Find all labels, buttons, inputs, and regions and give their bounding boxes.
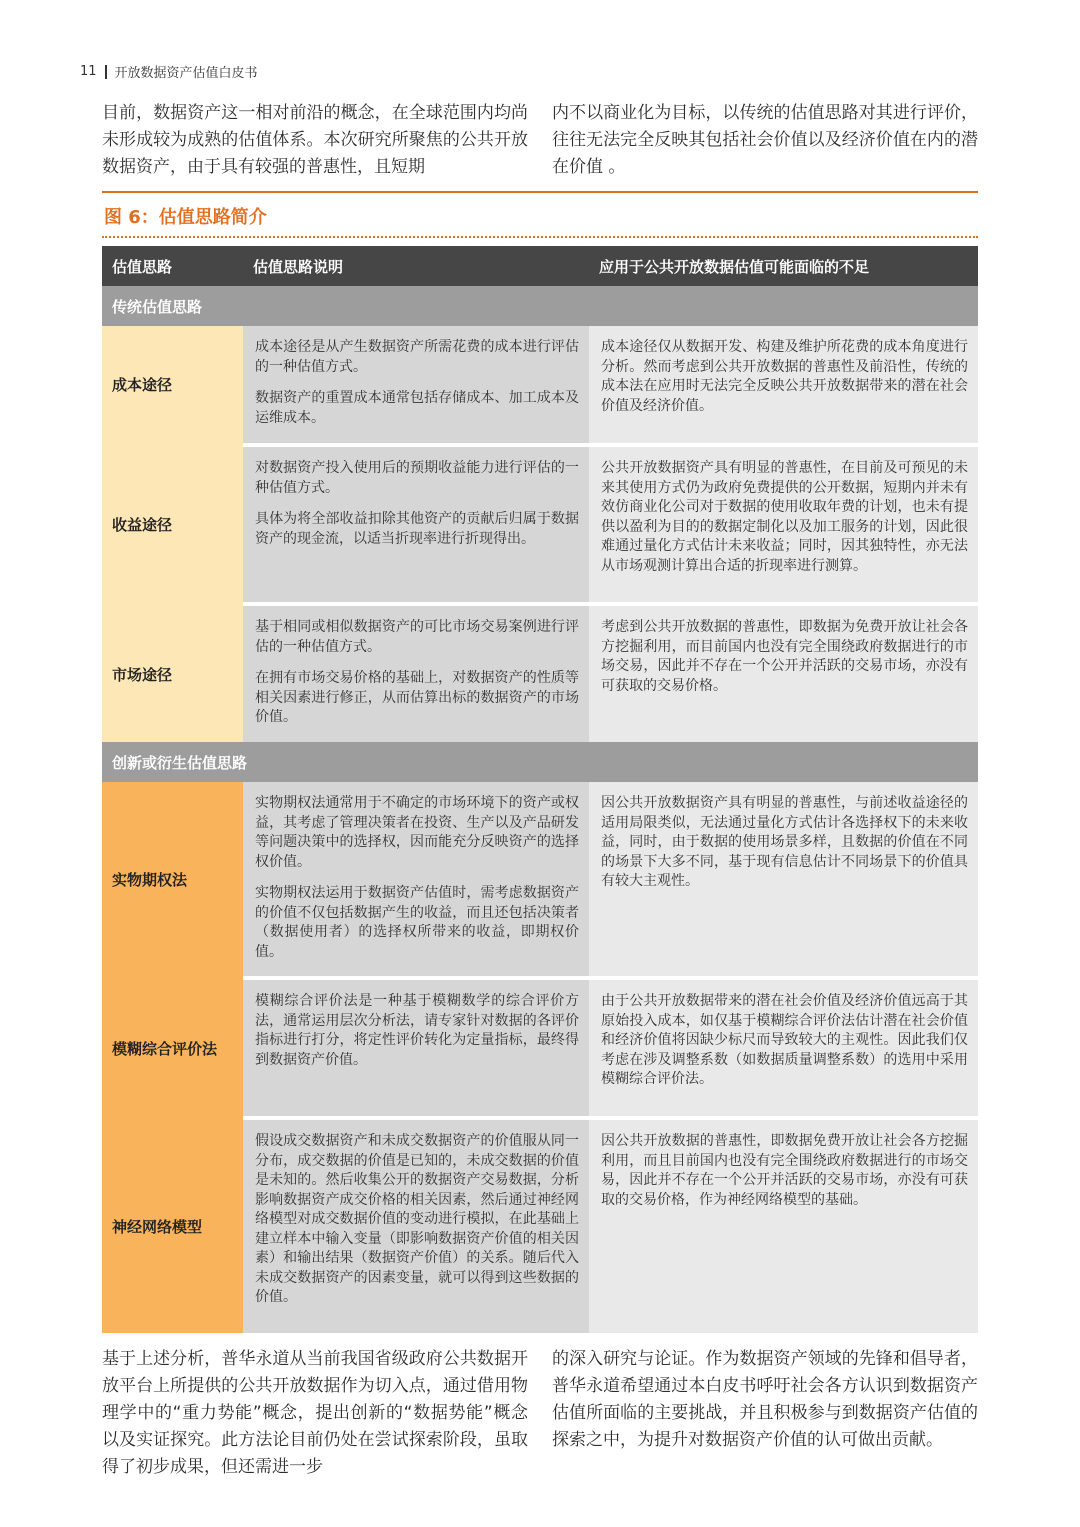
- table-header-row: [102, 246, 978, 286]
- approach-name: 收益途径: [102, 447, 243, 602]
- description-paragraph: 模糊综合评价法是一种基于模糊数学的综合评价方法，通常运用层次分析法，请专家针对数据的各评价指标进行打分，将定性评价转化为定量指标，最终得到数据资产价值。: [255, 993, 579, 1068]
- valuation-table: [102, 246, 978, 1333]
- limitation-text: 由于公共开放数据带来的潜在社会价值及经济价值远高于其原始投入成本，如仅基于模糊综合评价法估计潜在社会价值和经济价值将因缺少标尺而导致较大的主观性。因此我们仅考虑在涉及调整系数（如数据质量调整系数）的选用中采用模糊综合评价法。: [601, 993, 968, 1087]
- approach-limitation: [589, 1120, 978, 1333]
- approach-limitation: [589, 606, 978, 742]
- approach-name: 成本途径: [102, 326, 243, 443]
- intro-left-paragraph: 目前，数据资产这一相对前沿的概念，在全球范围内均尚未形成较为成熟的估值体系。本次研究所聚焦的公共开放数据资产，由于具有较强的普惠性，且短期: [102, 103, 528, 177]
- approach-name: 实物期权法: [102, 782, 243, 976]
- figure-title: 图 6：估值思路简介: [104, 207, 267, 228]
- description-paragraph: 在拥有市场交易价格的基础上，对数据资产的性质等相关因素进行修正，从而估算出标的数据资产的市场价值。: [255, 670, 579, 725]
- approach-description: [243, 980, 589, 1116]
- table-row: [102, 782, 978, 976]
- section-traditional-rows: [102, 326, 978, 742]
- limitation-text: 因公共开放数据的普惠性，即数据免费开放让社会各方挖掘利用，而且目前国内也没有完全围绕政府数据进行的市场交易，因此并不存在一个公开并活跃的交易市场，亦没有可获取的交易价格，作为神经网络模型的基础。: [601, 1133, 968, 1208]
- approach-limitation: [589, 782, 978, 976]
- limitation-text: 考虑到公共开放数据的普惠性，即数据为免费开放让社会各方挖掘利用，而目前国内也没有完全围绕政府数据进行的市场交易，因此并不存在一个公开并活跃的交易市场，亦没有可获取的交易价格。: [601, 619, 968, 694]
- document-title: 开放数据资产估值白皮书: [114, 66, 258, 81]
- approach-limitation: [589, 980, 978, 1116]
- table-row: [102, 326, 978, 443]
- approach-name: 市场途径: [102, 606, 243, 742]
- intro-right-paragraph: 内不以商业化为目标，以传统的估值思路对其进行评价，往往无法完全反映其包括社会价值以及经济价值在内的潜在价值 。: [552, 103, 978, 177]
- approach-description: [243, 1120, 589, 1333]
- approach-description: [243, 782, 589, 976]
- limitation-text: 成本途径仅从数据开发、构建及维护所花费的成本角度进行分析。然而考虑到公共开放数据的普惠性及前沿性，传统的成本法在应用时无法完全反映公共开放数据带来的潜在社会价值及经济价值。: [601, 339, 968, 414]
- description-paragraph: 具体为将全部收益扣除其他资产的贡献后归属于数据资产的现金流，以适当折现率进行折现得出。: [255, 511, 579, 547]
- section-innovative-rows: [102, 782, 978, 1333]
- table-row: [102, 447, 978, 602]
- closing-left-paragraph: 基于上述分析，普华永道从当前我国省级政府公共数据开放平台上所提供的公共开放数据作为切入点，通过借用物理学中的“重力势能”概念，提出创新的“数据势能”概念以及实证探究。此方法论目前仍处在尝试探索阶段，虽取得了初步成果，但还需进一步: [102, 1349, 528, 1477]
- approach-name: 模糊综合评价法: [102, 980, 243, 1116]
- description-paragraph: 基于相同或相似数据资产的可比市场交易案例进行评估的一种估值方式。: [255, 619, 579, 655]
- approach-description: [243, 606, 589, 742]
- closing-right-paragraph: 的深入研究与论证。作为数据资产领域的先锋和倡导者，普华永道希望通过本白皮书呼吁社会各方认识到数据资产估值所面临的主要挑战，并且积极参与到数据资产估值的探索之中，为提升对数据资产价值的认可做出贡献。: [552, 1349, 978, 1450]
- page-header: [80, 62, 258, 81]
- approach-limitation: [589, 326, 978, 443]
- column-header-approach: 估值思路: [112, 257, 173, 276]
- approach-limitation: [589, 447, 978, 602]
- figure-top-rule: [102, 191, 978, 193]
- approach-description: [243, 326, 589, 443]
- header-divider: [105, 65, 107, 79]
- figure-dotted-rule: [102, 236, 978, 238]
- section-traditional: 传统估值思路: [102, 286, 978, 326]
- description-paragraph: 成本途径是从产生数据资产所需花费的成本进行评估的一种估值方式。: [255, 339, 579, 375]
- approach-name: 神经网络模型: [102, 1120, 243, 1333]
- section-innovative: 创新或衍生估值思路: [102, 742, 978, 782]
- description-paragraph: 数据资产的重置成本通常包括存储成本、加工成本及运维成本。: [255, 390, 579, 426]
- description-paragraph: 实物期权法运用于数据资产估值时，需考虑数据资产的价值不仅包括数据产生的收益，而且还包括决策者（数据使用者）的选择权所带来的收益，即期权价值。: [255, 885, 579, 960]
- description-paragraph: 假设成交数据资产和未成交数据资产的价值服从同一分布，成交数据的价值是已知的，未成交数据的价值是未知的。然后收集公开的数据资产交易数据，分析影响数据资产成交价格的相关因素，然后通过神经网络模型对成交数据价值的变动进行模拟，在此基础上建立样本中输入变量（即影响数据资产价值的相关因素）和输出结果（数据资产价值）的关系。随后代入未成交数据资产的因素变量，就可以得到这些数据的价值。: [255, 1133, 579, 1305]
- column-header-limitations: 应用于公共开放数据估值可能面临的不足: [599, 257, 870, 276]
- description-paragraph: 对数据资产投入使用后的预期收益能力进行评估的一种估值方式。: [255, 460, 579, 496]
- table-row: [102, 606, 978, 742]
- column-header-description: 估值思路说明: [253, 257, 344, 276]
- table-row: [102, 980, 978, 1116]
- limitation-text: 公共开放数据资产具有明显的普惠性，在目前及可预见的未来其使用方式仍为政府免费提供的公开数据，短期内并未有效仿商业化公司对于数据的使用收取年费的计划，也未有提供以盈利为目的的数据定制化以及加工服务的计划，因此很难通过量化方式估计未来收益；同时，因其独特性，亦无法从市场观测计算出合适的折现率进行测算。: [601, 460, 968, 574]
- page-number: 11: [80, 64, 97, 79]
- approach-description: [243, 447, 589, 602]
- limitation-text: 因公共开放数据资产具有明显的普惠性，与前述收益途径的适用局限类似，无法通过量化方式估计各选择权下的未来收益，同时，由于数据的使用场景多样，且数据的价值在不同的场景下大多不同，基于现有信息估计不同场景下的价值具有较大主观性。: [601, 795, 968, 889]
- table-row: [102, 1120, 978, 1333]
- description-paragraph: 实物期权法通常用于不确定的市场环境下的资产或权益，其考虑了管理决策者在投资、生产以及产品研发等问题决策中的选择权，因而能充分反映资产的选择权价值。: [255, 795, 579, 870]
